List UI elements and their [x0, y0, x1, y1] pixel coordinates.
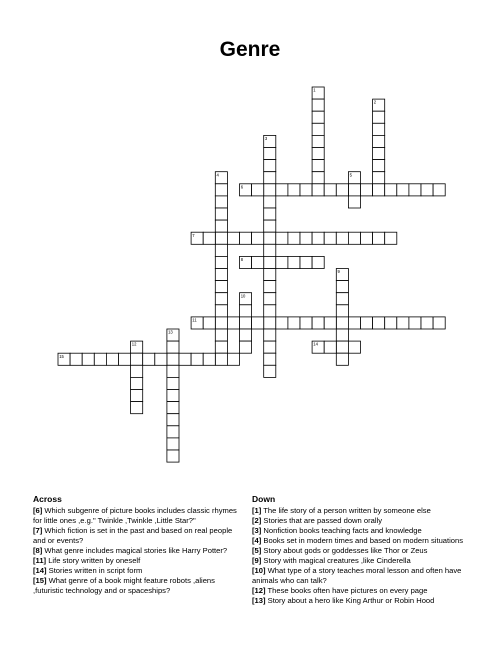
clue-number: [8]	[33, 546, 43, 555]
clue-number: [14]	[33, 566, 47, 575]
grid-cell[interactable]	[215, 281, 227, 293]
grid-cell[interactable]	[348, 196, 360, 208]
grid-cell[interactable]	[373, 160, 385, 172]
clue-number: [11]	[33, 556, 47, 565]
grid-cell[interactable]	[264, 220, 276, 232]
grid-cell[interactable]	[312, 123, 324, 135]
down-clue	[252, 596, 474, 606]
down-clue-list	[252, 506, 474, 606]
grid-cell[interactable]	[361, 184, 373, 196]
clue-number: [13]	[252, 596, 266, 605]
grid-cell[interactable]	[264, 305, 276, 317]
grid-cell[interactable]	[373, 172, 385, 184]
clue-text: These books often have pictures on every page	[265, 586, 428, 595]
grid-cell[interactable]	[324, 184, 336, 196]
grid-cell[interactable]	[215, 317, 227, 329]
grid-cell[interactable]	[300, 317, 312, 329]
down-clue	[252, 536, 474, 546]
grid-cell[interactable]	[240, 341, 252, 353]
grid-cell[interactable]	[264, 208, 276, 220]
clue-number: [3]	[252, 526, 262, 535]
grid-cell[interactable]	[191, 353, 203, 365]
grid-cell[interactable]	[397, 317, 409, 329]
clue-text: Which fiction is set in the past and based on real people and or events?	[33, 526, 233, 545]
clue-text: Stories that are passed down orally	[261, 516, 383, 525]
grid-cell[interactable]	[385, 317, 397, 329]
down-clue	[252, 586, 474, 596]
grid-clue-number: 5	[349, 172, 352, 178]
grid-cell[interactable]	[264, 160, 276, 172]
grid-cell[interactable]	[288, 232, 300, 244]
grid-cell[interactable]	[336, 184, 348, 196]
grid-cell[interactable]	[215, 353, 227, 365]
grid-cell[interactable]	[131, 377, 143, 389]
grid-cell[interactable]	[373, 111, 385, 123]
across-clues	[33, 494, 245, 596]
grid-cell[interactable]	[324, 232, 336, 244]
clue-text: What genre includes magical stories like Harry Potter?	[42, 546, 228, 555]
grid-cell[interactable]	[240, 232, 252, 244]
grid-clue-number: 9	[337, 269, 340, 275]
grid-clue-number: 13	[168, 329, 173, 335]
grid-cell[interactable]	[336, 353, 348, 365]
grid-cell[interactable]	[312, 256, 324, 268]
grid-cell[interactable]	[131, 353, 143, 365]
grid-cell[interactable]	[94, 353, 106, 365]
grid-cell[interactable]	[336, 305, 348, 317]
grid-cell[interactable]	[312, 184, 324, 196]
grid-cell[interactable]	[312, 232, 324, 244]
grid-cell[interactable]	[361, 317, 373, 329]
grid-cell[interactable]	[215, 341, 227, 353]
clue-number: [7]	[33, 526, 43, 535]
grid-cell[interactable]	[167, 341, 179, 353]
grid-cell[interactable]	[240, 317, 252, 329]
grid-cell[interactable]	[336, 232, 348, 244]
grid-cell[interactable]	[252, 317, 264, 329]
grid-cell[interactable]	[348, 184, 360, 196]
grid-cell[interactable]	[119, 353, 131, 365]
grid-cell[interactable]	[167, 426, 179, 438]
grid-cell[interactable]	[215, 220, 227, 232]
clue-number: [9]	[252, 556, 262, 565]
clue-text: Story about a hero like King Arthur or Robin Hood	[265, 596, 435, 605]
grid-cell[interactable]	[106, 353, 118, 365]
grid-cell[interactable]	[167, 450, 179, 462]
grid-cell[interactable]	[264, 317, 276, 329]
grid-cell[interactable]	[264, 365, 276, 377]
grid-cell[interactable]	[264, 269, 276, 281]
grid-cell[interactable]	[312, 172, 324, 184]
grid-clue-number: 15	[59, 353, 64, 359]
grid-cell[interactable]	[227, 353, 239, 365]
grid-cell[interactable]	[215, 269, 227, 281]
grid-cell[interactable]	[409, 184, 421, 196]
grid-cell[interactable]	[385, 184, 397, 196]
grid-cell[interactable]	[336, 293, 348, 305]
grid-cell[interactable]	[348, 232, 360, 244]
grid-cell[interactable]	[264, 293, 276, 305]
grid-cell[interactable]	[215, 184, 227, 196]
grid-cell[interactable]	[373, 148, 385, 160]
grid-cell[interactable]	[167, 353, 179, 365]
grid-cell[interactable]	[264, 184, 276, 196]
grid-cell[interactable]	[336, 317, 348, 329]
grid-clue-number: 7	[192, 232, 195, 238]
grid-cell[interactable]	[264, 232, 276, 244]
grid-cell[interactable]	[215, 293, 227, 305]
clue-number: [4]	[252, 536, 262, 545]
page-title: Genre	[219, 38, 281, 61]
across-heading: Across	[33, 494, 62, 504]
clue-number: [1]	[252, 506, 262, 515]
grid-cell[interactable]	[131, 402, 143, 414]
grid-cell[interactable]	[215, 256, 227, 268]
grid-cell[interactable]	[215, 329, 227, 341]
grid-cell[interactable]	[167, 414, 179, 426]
clue-number: [15]	[33, 576, 47, 585]
grid-cell[interactable]	[227, 317, 239, 329]
grid-cell[interactable]	[336, 281, 348, 293]
grid-cell[interactable]	[143, 353, 155, 365]
clue-text: Stories written in script form	[46, 566, 143, 575]
grid-cell[interactable]	[312, 135, 324, 147]
grid-cell[interactable]	[167, 365, 179, 377]
grid-cell[interactable]	[276, 256, 288, 268]
grid-cell[interactable]	[385, 232, 397, 244]
down-clue	[252, 526, 474, 536]
grid-cell[interactable]	[264, 148, 276, 160]
grid-clue-number: 1	[313, 87, 316, 93]
grid-cell[interactable]	[215, 208, 227, 220]
down-heading: Down	[252, 494, 276, 504]
grid-clue-number: 14	[313, 341, 318, 347]
grid-cell[interactable]	[312, 111, 324, 123]
grid-cell[interactable]	[300, 184, 312, 196]
grid-cell[interactable]	[276, 317, 288, 329]
clue-text: What genre of a book might feature robots ,aliens ,futuristic technology and or spaceships?	[33, 576, 215, 595]
grid-cell[interactable]	[348, 341, 360, 353]
grid-cell[interactable]	[82, 353, 94, 365]
grid-cell[interactable]	[155, 353, 167, 365]
grid-cell[interactable]	[312, 317, 324, 329]
grid-cell[interactable]	[264, 256, 276, 268]
grid-clue-number: 8	[240, 257, 244, 262]
across-clue	[33, 556, 245, 566]
grid-clue-number: 6	[240, 184, 244, 190]
down-clue	[252, 556, 474, 566]
grid-cell[interactable]	[227, 232, 239, 244]
grid-cell[interactable]	[276, 232, 288, 244]
grid-cell[interactable]	[179, 353, 191, 365]
clue-text: The life story of a person written by someone else	[261, 506, 431, 515]
grid-cell[interactable]	[203, 232, 215, 244]
clue-number: [12]	[252, 586, 266, 595]
grid-cell[interactable]	[215, 196, 227, 208]
clue-number: [2]	[252, 516, 262, 525]
grid-cell[interactable]	[264, 353, 276, 365]
grid-cell[interactable]	[131, 390, 143, 402]
grid-cell[interactable]	[288, 317, 300, 329]
across-clue-list	[33, 506, 245, 596]
grid-cell[interactable]	[252, 184, 264, 196]
grid-cell[interactable]	[167, 390, 179, 402]
grid-cell[interactable]	[215, 305, 227, 317]
across-clue	[33, 566, 245, 576]
down-clues	[252, 494, 474, 606]
grid-cell[interactable]	[240, 305, 252, 317]
grid-cell[interactable]	[276, 184, 288, 196]
grid-cell[interactable]	[240, 329, 252, 341]
across-clue	[33, 576, 245, 596]
grid-cell[interactable]	[373, 232, 385, 244]
grid-cell[interactable]	[348, 317, 360, 329]
grid-cell[interactable]	[264, 196, 276, 208]
grid-cell[interactable]	[373, 317, 385, 329]
grid-cell[interactable]	[397, 184, 409, 196]
grid-cell[interactable]	[252, 232, 264, 244]
grid-cell[interactable]	[252, 256, 264, 268]
grid-cell[interactable]	[373, 135, 385, 147]
grid-cell[interactable]	[421, 317, 433, 329]
across-clue	[33, 546, 245, 556]
grid-cell[interactable]	[215, 244, 227, 256]
grid-cell[interactable]	[167, 377, 179, 389]
grid-clue-number: 12	[131, 341, 137, 347]
grid-cell[interactable]	[433, 184, 445, 196]
grid-cell[interactable]	[215, 232, 227, 244]
grid-cell[interactable]	[361, 232, 373, 244]
grid-cell[interactable]	[264, 172, 276, 184]
down-clue	[252, 546, 474, 556]
clue-text: Story with magical creatures ,like Cinderella	[261, 556, 411, 565]
grid-cell[interactable]	[312, 160, 324, 172]
clue-text: Books set in modern times and based on modern situations	[261, 536, 464, 545]
grid-cell[interactable]	[373, 184, 385, 196]
grid-cell[interactable]	[70, 353, 82, 365]
clue-number: [5]	[252, 546, 262, 555]
grid-cell[interactable]	[264, 244, 276, 256]
clue-text: Nonfiction books teaching facts and knowledge	[261, 526, 422, 535]
clue-text: What type of a story teaches moral lesson and often have animals who can talk?	[252, 566, 462, 585]
clue-text: Life story written by oneself	[46, 556, 141, 565]
grid-cell[interactable]	[336, 329, 348, 341]
grid-cell[interactable]	[312, 148, 324, 160]
grid-clue-number: 10	[240, 293, 246, 299]
grid-cell[interactable]	[300, 256, 312, 268]
clue-text: Story about gods or goddesses like Thor or Zeus	[261, 546, 428, 555]
grid-cell[interactable]	[288, 256, 300, 268]
grid-clue-number: 4	[216, 172, 219, 178]
grid-cell[interactable]	[312, 99, 324, 111]
across-clue	[33, 506, 245, 526]
grid-cell[interactable]	[324, 341, 336, 353]
grid-clue-number: 11	[192, 317, 197, 323]
grid-cell[interactable]	[300, 232, 312, 244]
down-clue	[252, 506, 474, 516]
clue-number: [10]	[252, 566, 266, 575]
grid-cell[interactable]	[288, 184, 300, 196]
grid-cell[interactable]	[433, 317, 445, 329]
grid-cell[interactable]	[421, 184, 433, 196]
grid-clue-number: 2	[373, 99, 377, 105]
grid-cell[interactable]	[203, 353, 215, 365]
grid-cell[interactable]	[131, 365, 143, 377]
grid-cell[interactable]	[324, 317, 336, 329]
grid-cell[interactable]	[373, 123, 385, 135]
grid-clue-number: 3	[264, 136, 268, 141]
grid-cell[interactable]	[203, 317, 215, 329]
down-clue	[252, 566, 474, 586]
grid-cell[interactable]	[167, 438, 179, 450]
grid-cell[interactable]	[167, 402, 179, 414]
across-clue	[33, 526, 245, 546]
grid-cell[interactable]	[264, 341, 276, 353]
clue-text: Which subgenre of picture books includes classic rhymes for little ones ,e.g." Twinkle ,Twinkle ,Little Star?"	[33, 506, 237, 525]
grid-cell[interactable]	[264, 329, 276, 341]
grid-cell[interactable]	[264, 281, 276, 293]
down-clue	[252, 516, 474, 526]
grid-cell[interactable]	[336, 341, 348, 353]
grid-cell[interactable]	[409, 317, 421, 329]
clue-number: [6]	[33, 506, 43, 515]
